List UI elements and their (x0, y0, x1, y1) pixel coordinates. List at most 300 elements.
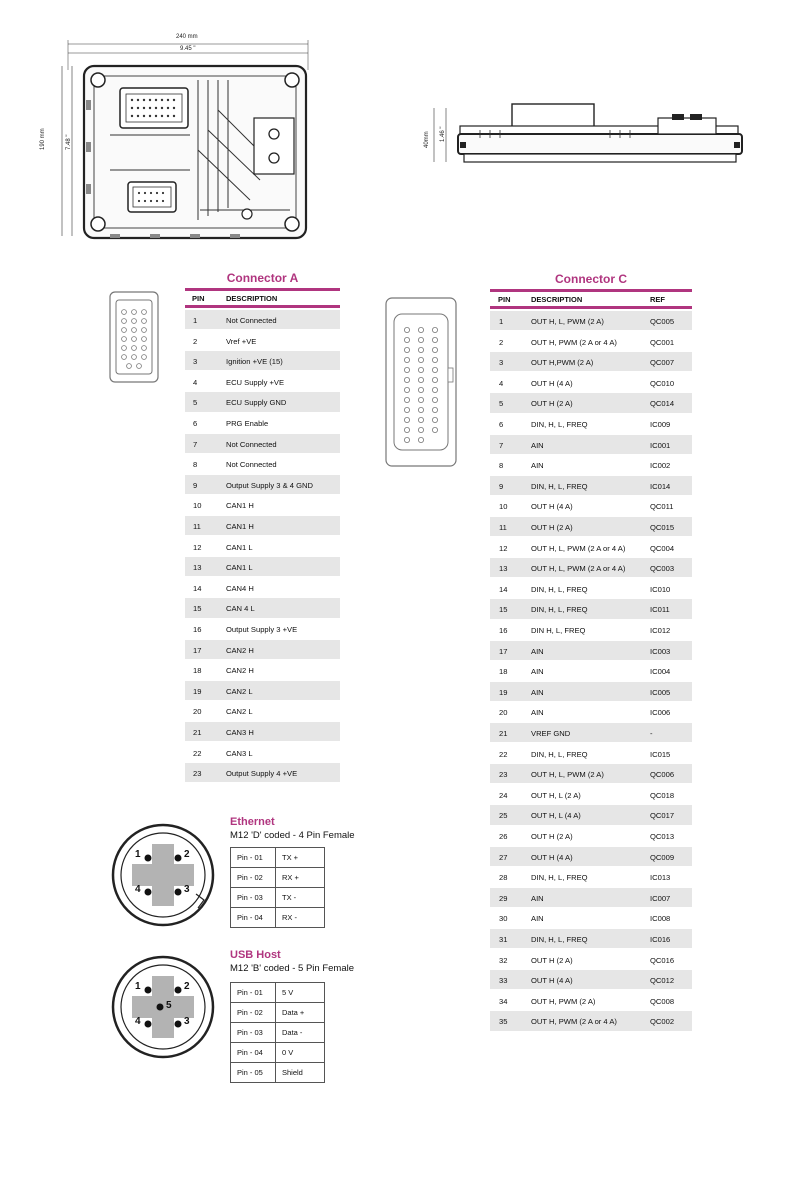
pin-signal-cell: Shield (276, 1063, 325, 1083)
pin-description-cell: AIN (531, 914, 544, 924)
connector-pin (404, 327, 409, 332)
table-row (490, 867, 692, 886)
connector-c-header-ref: REF (650, 295, 665, 304)
side-view-drawing (420, 90, 750, 180)
table-row (490, 599, 692, 618)
usb-pin-number: 5 (166, 1000, 172, 1011)
pin-number-cell: 1 (499, 317, 504, 326)
pin-description-cell: Output Supply 3 +VE (226, 625, 298, 634)
connector-pin (432, 377, 437, 382)
eth-pin-number: 2 (184, 849, 190, 860)
table-row (185, 701, 340, 720)
pin-number-cell: 3 (193, 357, 198, 367)
connector-a-header (185, 288, 340, 308)
pin-ref-cell: IC010 (650, 584, 671, 594)
table-row (490, 496, 692, 515)
pin-label-cell: Pin - 01 (231, 983, 276, 1003)
table-row (185, 743, 340, 762)
pin-number-cell: 17 (499, 646, 508, 656)
depth-in-label: 1.46 " (440, 126, 446, 142)
pin-ref-cell: QC007 (650, 358, 675, 368)
pin-number-cell: 1 (193, 316, 198, 325)
pin-description-cell: AIN (531, 708, 544, 718)
pin-ref-cell: IC006 (650, 708, 671, 718)
pin-number-cell: 17 (193, 645, 202, 655)
height-in-label: 7.48 " (66, 134, 72, 150)
connector-c-header (490, 289, 692, 309)
connector-pin (404, 437, 409, 442)
pin-description-cell: Not Connected (226, 316, 277, 325)
width-mm-label: 240 mm (176, 34, 198, 40)
eth-pin-number: 4 (135, 884, 141, 895)
table-row (490, 393, 692, 412)
table-row (185, 392, 340, 411)
pin-description-cell: Output Supply 4 +VE (226, 769, 298, 779)
pin-ref-cell: QC011 (650, 502, 674, 512)
connector-pin (418, 387, 423, 392)
pin-description-cell: DIN H, L, FREQ (531, 626, 586, 635)
pin-number-cell: 12 (499, 543, 508, 553)
pin-number-cell: 27 (499, 852, 508, 862)
pin-description-cell: CAN4 H (226, 583, 254, 593)
connector-pin (418, 347, 423, 352)
pin-description-cell: CAN1 H (226, 501, 254, 511)
table-row (490, 558, 692, 577)
pin-description-cell: OUT H, L (2 A) (531, 790, 581, 800)
pin-description-cell: CAN2 H (226, 645, 254, 655)
pin-ref-cell: QC013 (650, 832, 675, 841)
pin-row (231, 983, 325, 1003)
table-row (185, 372, 340, 391)
table-row (490, 723, 692, 742)
usb-pin-number: 2 (184, 981, 190, 992)
table-row (185, 578, 340, 597)
connector-pin (418, 407, 423, 412)
pin-description-cell: OUT H, PWM (2 A or 4 A) (531, 1017, 617, 1027)
pin-number-cell: 24 (499, 790, 508, 800)
pin-number-cell: 15 (193, 604, 202, 614)
table-row (490, 826, 692, 845)
usb-connector-icon (110, 954, 216, 1065)
table-row (490, 414, 692, 433)
pin-number-cell: 13 (499, 564, 508, 574)
pin-signal-cell: 5 V (276, 983, 325, 1003)
pin-description-cell: AIN (531, 646, 544, 656)
table-row (490, 661, 692, 680)
pin-ref-cell: QC002 (650, 1017, 675, 1027)
pin-description-cell: OUT H, PWM (2 A) (531, 996, 596, 1006)
table-row (490, 517, 692, 536)
table-row (490, 847, 692, 866)
connector-pin (404, 347, 409, 352)
pin-ref-cell: QC003 (650, 564, 675, 574)
table-row (185, 434, 340, 453)
connector-a-header-pin: PIN (192, 294, 205, 303)
connector-pin (404, 387, 409, 392)
connector-pin (432, 327, 437, 332)
ethernet-subtitle: M12 'D' coded - 4 Pin Female (230, 830, 355, 841)
connector-c-icon (384, 296, 458, 473)
pin-description-cell: DIN, H, L, FREQ (531, 749, 588, 759)
pin-label-cell: Pin - 01 (231, 848, 276, 868)
table-row (185, 516, 340, 535)
pin-number-cell: 30 (499, 914, 508, 924)
pin-ref-cell: QC009 (650, 852, 675, 862)
pin-description-cell: CAN1 L (226, 563, 253, 573)
pin-ref-cell: IC002 (650, 461, 671, 471)
pin-description-cell: OUT H (4 A) (531, 378, 573, 388)
pin-number-cell: 29 (499, 893, 508, 903)
pin-number-cell: 8 (193, 460, 198, 470)
connector-pin (418, 327, 423, 332)
pin-label-cell: Pin - 03 (231, 888, 276, 908)
pin-number-cell: 14 (193, 583, 202, 593)
pin-ref-cell: IC003 (650, 646, 671, 656)
pin-description-cell: AIN (531, 440, 544, 450)
table-row (185, 454, 340, 473)
ecu-side-view-graphic (420, 90, 750, 180)
pin-signal-cell: 0 V (276, 1043, 325, 1063)
connector-pin (404, 407, 409, 412)
pin-number-cell: 6 (193, 419, 198, 428)
pin-ref-cell: IC004 (650, 667, 671, 677)
pin-description-cell: OUT H, PWM (2 A or 4 A) (531, 337, 617, 347)
table-row (490, 1011, 692, 1030)
pin-row (231, 908, 325, 928)
pin-number-cell: 6 (499, 420, 504, 429)
pin-description-cell: AIN (531, 687, 544, 697)
table-row (490, 805, 692, 824)
pin-row (231, 1003, 325, 1023)
pin-label-cell: Pin - 03 (231, 1023, 276, 1043)
connector-a-header-description: DESCRIPTION (226, 294, 278, 303)
pin-row (231, 848, 325, 868)
connector-pin (404, 337, 409, 342)
pin-label-cell: Pin - 04 (231, 1043, 276, 1063)
connector-pin (418, 367, 423, 372)
pin-number-cell: 16 (499, 626, 508, 635)
pin-description-cell: Not Connected (226, 439, 277, 449)
table-row (490, 682, 692, 701)
table-row (185, 351, 340, 370)
connector-pin (418, 337, 423, 342)
connector-pin (432, 387, 437, 392)
pin-ref-cell: QC010 (650, 378, 675, 388)
connector-pin (418, 417, 423, 422)
pin-number-cell: 9 (193, 480, 198, 490)
pin-description-cell: DIN, H, L, FREQ (531, 935, 588, 944)
pin-number-cell: 32 (499, 955, 508, 965)
connector-pin (404, 357, 409, 362)
pin-signal-cell: TX + (276, 848, 325, 868)
pin-number-cell: 22 (193, 748, 202, 758)
connector-c-header-description: DESCRIPTION (531, 295, 583, 304)
pin-number-cell: 31 (499, 935, 508, 944)
pin-description-cell: CAN3 L (226, 748, 253, 758)
pin-description-cell: CAN1 H (226, 522, 254, 531)
table-row (490, 991, 692, 1010)
pin-description-cell: OUT H (2 A) (531, 832, 573, 841)
connector-pin (418, 357, 423, 362)
pin-description-cell: Not Connected (226, 460, 277, 470)
pin-ref-cell: IC001 (650, 440, 671, 450)
connector-pin (404, 427, 409, 432)
ethernet-connector-icon (110, 822, 216, 933)
connector-pin (418, 397, 423, 402)
pin-number-cell: 33 (499, 976, 508, 986)
table-row (185, 310, 340, 329)
pin-description-cell: CAN2 L (226, 707, 253, 717)
pin-number-cell: 21 (193, 728, 202, 737)
pin-label-cell: Pin - 02 (231, 868, 276, 888)
pin-ref-cell: IC008 (650, 914, 671, 924)
pin-number-cell: 26 (499, 832, 508, 841)
pin-number-cell: 11 (499, 523, 507, 532)
pin-number-cell: 13 (193, 563, 202, 573)
pin-number-cell: 19 (499, 687, 508, 697)
depth-mm-label: 40mm (424, 131, 430, 148)
pin-ref-cell: IC016 (650, 935, 671, 944)
pin-ref-cell: IC012 (650, 626, 671, 635)
pin-ref-cell: QC016 (650, 955, 675, 965)
connector-pin (432, 337, 437, 342)
usb-title: USB Host (230, 949, 281, 961)
pin-description-cell: OUT H,PWM (2 A) (531, 358, 594, 368)
pin-number-cell: 11 (193, 522, 201, 531)
pin-ref-cell: QC014 (650, 399, 675, 409)
pin-number-cell: 20 (499, 708, 508, 718)
pin-ref-cell: IC005 (650, 687, 671, 697)
pin-ref-cell: QC001 (650, 337, 675, 347)
pin-number-cell: 9 (499, 481, 504, 491)
ethernet-title: Ethernet (230, 816, 275, 828)
pin-signal-cell: Data + (276, 1003, 325, 1023)
pin-number-cell: 5 (499, 399, 504, 409)
pin-ref-cell: QC004 (650, 543, 675, 553)
pin-description-cell: OUT H, L, PWM (2 A or 4 A) (531, 564, 626, 574)
table-row (490, 744, 692, 763)
table-row (490, 785, 692, 804)
pin-number-cell: 23 (193, 769, 202, 779)
pin-ref-cell: QC017 (650, 811, 675, 821)
pin-number-cell: 19 (193, 686, 202, 696)
pin-ref-cell: QC008 (650, 996, 675, 1006)
pin-description-cell: CAN1 L (226, 542, 253, 552)
pin-ref-cell: QC018 (650, 790, 675, 800)
pin-row (231, 1063, 325, 1083)
pin-ref-cell: IC015 (650, 749, 671, 759)
pin-ref-cell: IC007 (650, 893, 671, 903)
pin-description-cell: DIN, H, L, FREQ (531, 481, 588, 491)
table-row (490, 950, 692, 969)
pin-description-cell: CAN2 H (226, 666, 254, 676)
ethernet-pin-table (230, 847, 325, 928)
pin-row (231, 888, 325, 908)
pin-number-cell: 23 (499, 770, 508, 780)
ecu-top-view-graphic (50, 30, 330, 245)
pin-number-cell: 28 (499, 873, 508, 883)
pin-number-cell: 35 (499, 1017, 508, 1027)
connector-pin (432, 417, 437, 422)
pin-signal-cell: RX + (276, 868, 325, 888)
table-row (185, 557, 340, 576)
connector-pin (418, 377, 423, 382)
pin-description-cell: CAN3 H (226, 728, 254, 737)
usb-pin-number: 3 (184, 1016, 190, 1027)
connector-pin (432, 397, 437, 402)
pin-row (231, 1023, 325, 1043)
pin-number-cell: 15 (499, 605, 508, 615)
table-row (185, 660, 340, 679)
table-row (490, 455, 692, 474)
pin-number-cell: 4 (499, 378, 504, 388)
pin-ref-cell: IC014 (650, 481, 671, 491)
usb-pin-number: 4 (135, 1016, 141, 1027)
pin-description-cell: OUT H (2 A) (531, 523, 573, 532)
table-row (490, 538, 692, 557)
pin-ref-cell: IC009 (650, 420, 671, 429)
connector-pin (432, 427, 437, 432)
connector-c-header-pin: PIN (498, 295, 511, 304)
pin-ref-cell: IC013 (650, 873, 671, 883)
connector-pin (418, 427, 423, 432)
pin-description-cell: OUT H, L, PWM (2 A) (531, 770, 604, 780)
pin-number-cell: 12 (193, 542, 202, 552)
table-row (490, 970, 692, 989)
pin-number-cell: 25 (499, 811, 508, 821)
table-row (185, 681, 340, 700)
pin-description-cell: CAN2 L (226, 686, 253, 696)
pin-ref-cell: - (650, 729, 653, 738)
table-row (490, 908, 692, 927)
table-row (490, 888, 692, 907)
height-mm-label: 190 mm (40, 128, 46, 150)
table-row (490, 764, 692, 783)
pin-number-cell: 2 (499, 337, 504, 347)
pin-number-cell: 7 (193, 439, 198, 449)
connector-pin (432, 347, 437, 352)
pin-number-cell: 2 (193, 336, 198, 346)
pin-number-cell: 34 (499, 996, 508, 1006)
pin-ref-cell: QC006 (650, 770, 675, 780)
connector-pin (404, 367, 409, 372)
connector-pin (432, 367, 437, 372)
table-row (490, 929, 692, 948)
connector-pin (404, 417, 409, 422)
table-row (185, 413, 340, 432)
table-row (185, 495, 340, 514)
usb-pin-table (230, 982, 325, 1083)
pin-number-cell: 21 (499, 729, 508, 738)
pin-description-cell: AIN (531, 893, 544, 903)
pin-number-cell: 18 (193, 666, 202, 676)
connector-a-icon (108, 290, 160, 389)
pin-description-cell: Vref +VE (226, 336, 257, 346)
pin-label-cell: Pin - 05 (231, 1063, 276, 1083)
pin-row (231, 868, 325, 888)
table-row (490, 620, 692, 639)
pin-description-cell: OUT H, L, PWM (2 A) (531, 317, 604, 326)
pin-number-cell: 10 (499, 502, 508, 512)
table-row (185, 537, 340, 556)
pin-signal-cell: RX - (276, 908, 325, 928)
pin-description-cell: AIN (531, 667, 544, 677)
pin-description-cell: OUT H (4 A) (531, 852, 573, 862)
pin-description-cell: Ignition +VE (15) (226, 357, 283, 367)
pin-ref-cell: QC005 (650, 317, 675, 326)
pin-number-cell: 20 (193, 707, 202, 717)
pin-number-cell: 7 (499, 440, 504, 450)
table-row (490, 641, 692, 660)
table-row (490, 702, 692, 721)
pin-description-cell: OUT H (2 A) (531, 399, 573, 409)
pin-description-cell: OUT H (4 A) (531, 502, 573, 512)
pin-ref-cell: IC011 (650, 605, 670, 615)
pin-description-cell: DIN, H, L, FREQ (531, 420, 588, 429)
table-row (185, 598, 340, 617)
pin-description-cell: OUT H (4 A) (531, 976, 573, 986)
pin-description-cell: Output Supply 3 & 4 GND (226, 480, 313, 490)
pin-number-cell: 14 (499, 584, 508, 594)
table-row (490, 579, 692, 598)
usb-subtitle: M12 'B' coded - 5 Pin Female (230, 963, 355, 974)
table-row (185, 763, 340, 782)
connector-c-title: Connector C (555, 272, 627, 286)
eth-pin-number: 3 (184, 884, 190, 895)
table-row (185, 722, 340, 741)
pin-number-cell: 22 (499, 749, 508, 759)
pin-description-cell: DIN, H, L, FREQ (531, 584, 588, 594)
pin-signal-cell: TX - (276, 888, 325, 908)
connector-pin (418, 437, 423, 442)
table-row (490, 311, 692, 330)
pin-label-cell: Pin - 02 (231, 1003, 276, 1023)
pin-description-cell: OUT H, L, PWM (2 A or 4 A) (531, 543, 626, 553)
connector-pin (404, 397, 409, 402)
connector-pin (432, 357, 437, 362)
pin-description-cell: DIN, H, L, FREQ (531, 605, 588, 615)
pin-description-cell: DIN, H, L, FREQ (531, 873, 588, 883)
pin-signal-cell: Data - (276, 1023, 325, 1043)
pin-description-cell: OUT H, L (4 A) (531, 811, 581, 821)
pin-number-cell: 3 (499, 358, 504, 368)
connector-a-title: Connector A (226, 271, 299, 285)
table-row (490, 373, 692, 392)
table-row (490, 332, 692, 351)
pin-number-cell: 8 (499, 461, 504, 471)
pin-description-cell: CAN 4 L (226, 604, 255, 614)
pin-number-cell: 5 (193, 398, 198, 408)
pin-label-cell: Pin - 04 (231, 908, 276, 928)
table-row (185, 619, 340, 638)
table-row (185, 475, 340, 494)
width-in-label: 9.45 " (180, 46, 196, 52)
pin-row (231, 1043, 325, 1063)
pin-number-cell: 18 (499, 667, 508, 677)
top-view-drawing (40, 30, 330, 245)
table-row (490, 435, 692, 454)
usb-pin-number: 1 (135, 981, 141, 992)
table-row (185, 640, 340, 659)
connector-pin (404, 377, 409, 382)
pin-number-cell: 10 (193, 501, 202, 511)
eth-pin-number: 1 (135, 849, 141, 860)
pin-description-cell: OUT H (2 A) (531, 955, 573, 965)
table-row (490, 352, 692, 371)
table-row (490, 476, 692, 495)
pin-ref-cell: QC012 (650, 976, 675, 986)
pin-description-cell: PRG Enable (226, 419, 269, 428)
